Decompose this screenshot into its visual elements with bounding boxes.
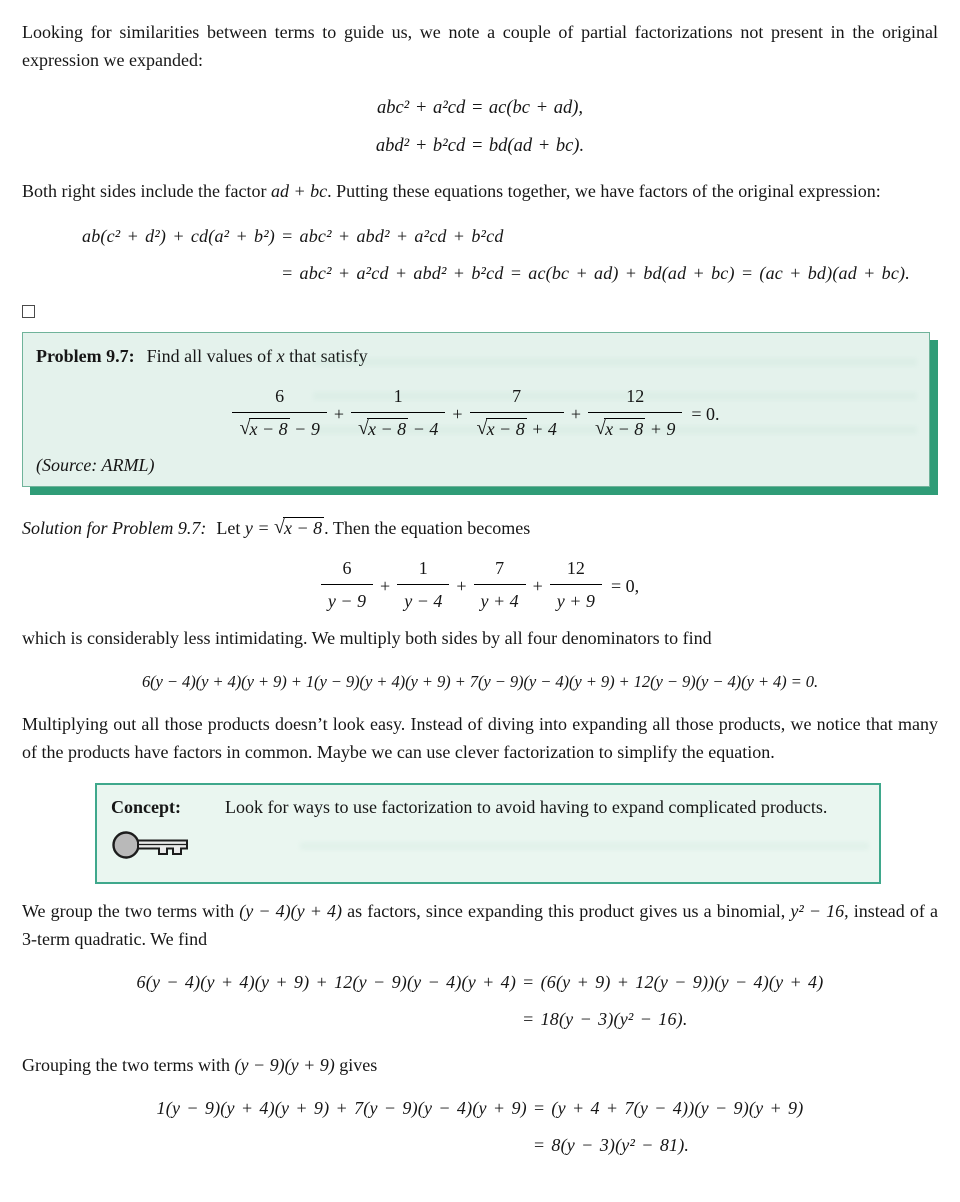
denominator-tail: − 4 <box>408 419 439 439</box>
plus-operator: + <box>452 404 463 424</box>
inline-math: ad + bc <box>270 181 328 201</box>
paragraph-multiplying: Multiplying out all those products doesn’t look easy. Instead of diving into expanding all those products, we notice that many of the products have factors in common. Maybe we can use clever factorization to simplify the equation. <box>22 714 938 762</box>
denominator: y − 9 <box>321 584 373 614</box>
fraction-term-1 <box>232 384 326 442</box>
equation-line-1: abc² + a²cd = ac(bc + ad), <box>376 98 584 118</box>
radical <box>358 419 408 439</box>
numerator: 6 <box>342 558 352 578</box>
paragraph-both-sides <box>22 177 938 205</box>
radical <box>274 518 324 538</box>
equation-row <box>137 1001 824 1038</box>
numerator: 7 <box>495 558 505 578</box>
substituted-equation <box>22 556 938 614</box>
text-run: that satisfy <box>284 346 368 366</box>
equation-lhs: ab(c² + d²) + cd(a² + b²) <box>82 226 275 246</box>
numerator: 12 <box>626 386 645 406</box>
concept-label: Concept: <box>111 797 181 817</box>
text-run: Find all values of <box>146 346 277 366</box>
radicand: x − 8 <box>486 419 525 439</box>
radicand: x − 8 <box>605 419 644 439</box>
qed-square <box>22 305 35 318</box>
aligned-equation-group-y9 <box>157 1090 804 1164</box>
plus-operator: + <box>333 404 344 424</box>
equals-zero: = 0, <box>610 576 640 596</box>
concept-left-column <box>111 793 205 872</box>
solution-intro <box>22 514 938 542</box>
numerator: 6 <box>275 386 285 406</box>
denominator <box>351 412 445 442</box>
equation-lhs-empty <box>157 1127 527 1164</box>
text-run: . Putting these equations together, we have factors of the original expression: <box>327 181 881 201</box>
numerator: 12 <box>566 558 585 578</box>
fraction-term-2 <box>351 384 445 442</box>
radical <box>239 419 289 439</box>
fraction-term-1 <box>321 556 373 614</box>
fraction-term-4 <box>588 384 682 442</box>
display-equation-partial-factorizations <box>22 89 938 165</box>
problem-title-line <box>36 342 916 370</box>
denominator-tail: + 4 <box>526 419 557 439</box>
equation-rhs: = 8(y − 3)(y² − 81). <box>532 1135 690 1155</box>
radical-sign-icon: √ <box>595 417 606 439</box>
text-run: as factors, since expanding this product gives us a binomial, <box>342 901 791 921</box>
paragraph-intro: Looking for similarities between terms to guide us, we note a couple of partial factorizations not present in the original expression we expanded: <box>22 22 938 70</box>
equation-lhs: 1(y − 9)(y + 4)(y + 9) + 7(y − 9)(y − 4)(y + 9) <box>156 1098 527 1118</box>
text-run: We group the two terms with <box>22 901 240 921</box>
equation-lhs: 6(y − 4)(y + 4)(y + 9) + 12(y − 9)(y − 4)(y + 4) <box>136 972 517 992</box>
equation-row <box>82 255 910 292</box>
text-run: Grouping the two terms with <box>22 1055 235 1075</box>
radical-sign-icon: √ <box>476 417 487 439</box>
paragraph-grouping <box>22 1051 938 1079</box>
problem-source: (Source: ARML) <box>36 455 155 475</box>
fraction-term-3 <box>470 384 564 442</box>
inline-math: x <box>276 346 285 366</box>
equation-row <box>157 1127 804 1164</box>
radical <box>477 419 527 439</box>
denominator: y + 9 <box>550 584 602 614</box>
denominator-tail: + 9 <box>645 419 676 439</box>
equation-lhs-empty <box>137 1001 517 1038</box>
paragraph-group <box>22 897 938 953</box>
denominator <box>470 412 564 442</box>
key-icon <box>111 826 205 872</box>
inline-math: y = <box>244 518 274 538</box>
numerator: 1 <box>418 558 428 578</box>
numerator: 7 <box>512 386 522 406</box>
denominator: y + 4 <box>474 584 526 614</box>
radicand: x − 8 <box>284 518 323 538</box>
concept-text: Look for ways to use factorization to avoid having to expand complicated products. <box>225 797 828 817</box>
equation-rhs: = abc² + a²cd + abd² + b²cd = ac(bc + ad) + bd(ad + bc) = (ac + bd)(ad + bc). <box>280 263 910 283</box>
paragraph-intimidating: which is considerably less intimidating. We multiply both sides by all four denominators to find <box>22 628 712 648</box>
equation-row <box>82 218 910 255</box>
problem-label: Problem 9.7: <box>36 346 135 366</box>
plus-operator: + <box>570 404 582 424</box>
equation-rhs: = (y + 4 + 7(y − 4))(y − 9)(y + 9) <box>532 1098 804 1118</box>
equation-rhs: = 18(y − 3)(y² − 16). <box>522 1009 688 1029</box>
solution-label: Solution for Problem 9.7: <box>22 518 207 538</box>
text-run: . Then the equation becomes <box>324 518 531 538</box>
aligned-equation-original-expression <box>82 218 910 292</box>
radical-sign-icon: √ <box>239 417 250 439</box>
text-run: Let <box>216 518 245 538</box>
plus-operator: + <box>456 576 467 596</box>
fraction-term-2 <box>397 556 449 614</box>
fraction-term-3 <box>474 556 526 614</box>
radical <box>595 419 645 439</box>
equation-row <box>137 964 824 1001</box>
text-run: gives <box>334 1055 378 1075</box>
equals-zero: = 0. <box>691 404 720 424</box>
radical-sign-icon: √ <box>273 516 285 538</box>
plus-operator: + <box>532 576 543 596</box>
denominator <box>232 412 326 442</box>
problem-box <box>22 332 930 487</box>
fraction-term-4 <box>550 556 602 614</box>
radicand: x − 8 <box>249 419 288 439</box>
text-run: Both right sides include the factor <box>22 181 271 201</box>
radicand: x − 8 <box>368 419 407 439</box>
equation-rhs: = (6(y + 9) + 12(y − 9))(y − 4)(y + 4) <box>522 972 824 992</box>
inline-math: (y − 4)(y + 4) <box>239 901 343 921</box>
expanded-product-equation: 6(y − 4)(y + 4)(y + 9) + 1(y − 9)(y + 4)(y + 9) + 7(y − 9)(y − 4)(y + 9) + 12(y − 9)(y − 4)(y + 4) = 0. <box>141 672 819 691</box>
equation-row <box>157 1090 804 1127</box>
concept-box <box>95 783 881 884</box>
denominator <box>588 412 682 442</box>
plus-operator: + <box>380 576 391 596</box>
aligned-equation-group-y4 <box>137 964 824 1038</box>
numerator: 1 <box>393 386 403 406</box>
problem-equation <box>36 384 916 442</box>
radical-sign-icon: √ <box>357 417 369 439</box>
denominator: y − 4 <box>397 584 449 614</box>
inline-math: y² − 16 <box>790 901 845 921</box>
equation-line-2: abd² + b²cd = bd(ad + bc). <box>375 136 585 156</box>
equation-lhs-empty <box>82 255 275 292</box>
text-run: , instead of a 3-term quadratic. We find <box>22 901 939 949</box>
inline-math: (y − 9)(y + 9) <box>234 1055 335 1075</box>
equation-rhs: = abc² + abd² + a²cd + b²cd <box>280 226 504 246</box>
denominator-tail: − 9 <box>289 419 320 439</box>
